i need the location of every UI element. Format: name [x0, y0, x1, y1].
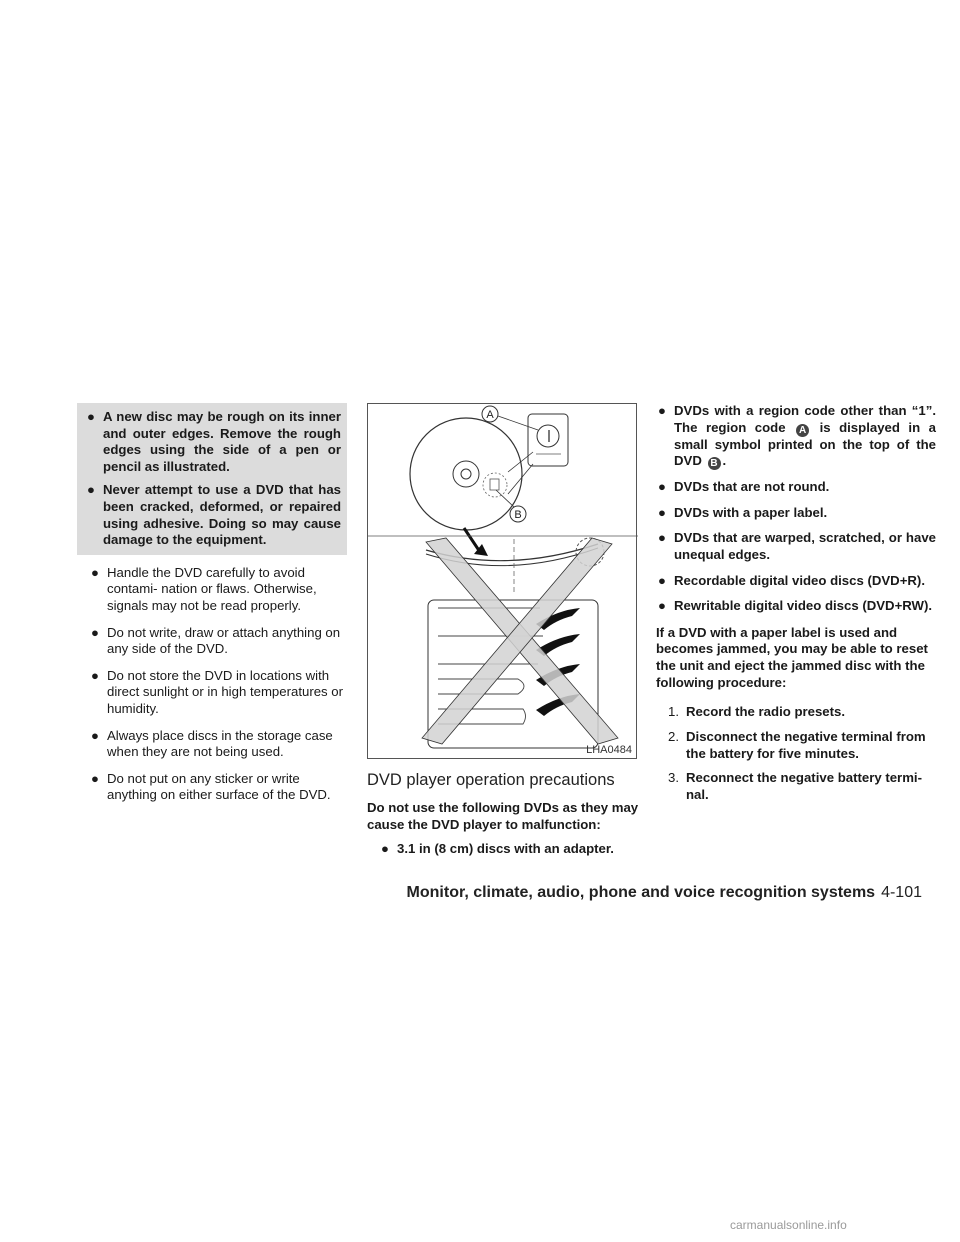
right-column: [656, 403, 936, 803]
footer-title: Monitor, climate, audio, phone and voice recognition systems: [406, 884, 876, 901]
circle-b-icon: B: [708, 457, 721, 470]
bullet-icon: ●: [91, 624, 99, 640]
list-item: ● Recordable digital video discs (DVD+R).: [658, 572, 925, 588]
list-item: ● Do not store the DVD in locations with direct sunlight or in high temperatures or humidity.: [91, 667, 344, 716]
watermark: carmanualsonline.info: [730, 1218, 847, 1232]
bullet-icon: ●: [87, 482, 95, 498]
bullet-icon: ●: [658, 530, 666, 546]
procedure-step: 3. Reconnect the negative battery termi- nal.: [668, 770, 922, 802]
bullet-icon: ●: [658, 504, 666, 520]
dvd-illustration-graphic: [368, 404, 638, 760]
left-column: [77, 403, 347, 804]
bullet-icon: ●: [87, 409, 95, 424]
list-item: ● DVDs that are not round.: [658, 479, 830, 495]
list-item: ● Do not put on any sticker or write anything on either surface of the DVD.: [91, 770, 331, 803]
list-item: ● DVDs that are warped, scratched, or have unequal edges.: [658, 530, 936, 562]
bullet-icon: ●: [658, 598, 666, 614]
list-item: ● Rewritable digital video discs (DVD+RW).: [658, 598, 933, 614]
bullet-icon: ●: [658, 403, 666, 418]
bullet-icon: ●: [91, 667, 99, 683]
list-item: ● Handle the DVD carefully to avoid contami- nation or flaws. Otherwise, signals may not be read properly.: [91, 564, 317, 613]
procedure-step: 1. Record the radio presets.: [668, 704, 846, 720]
page-footer: [407, 884, 922, 902]
callout-b-label: B: [514, 509, 522, 521]
bullet-icon: ●: [91, 564, 99, 580]
callout-a-label: A: [486, 409, 494, 421]
list-item: ● 3.1 in (8 cm) discs with an adapter.: [381, 841, 614, 857]
list-item: ● DVDs with a paper label.: [658, 504, 828, 520]
list-item: ● Do not write, draw or attach anything on any side of the DVD.: [91, 624, 341, 657]
warning-box: [77, 403, 347, 555]
middle-column: [367, 403, 639, 858]
circle-a-icon: A: [796, 424, 809, 437]
warning-item: ● A new disc may be rough on its inner and outer edges. Remove the rough edges using the side of a pen or pencil as illustrated.: [87, 409, 341, 474]
section-heading: DVD player operation precautions: [367, 771, 615, 789]
intro-text: Do not use the following DVDs as they may cause the DVD player to malfunction:: [367, 800, 639, 832]
list-item: ● Always place discs in the storage case when they are not being used.: [91, 727, 333, 760]
jam-procedure-text: If a DVD with a paper label is used and becomes jammed, you may be able to reset the unit and eject the jammed disc with the following procedure:: [656, 624, 928, 690]
bullet-icon: ●: [91, 770, 99, 786]
dvd-illustration: [367, 403, 637, 759]
figure-code: LHA0484: [586, 744, 632, 756]
procedure-step: 2. Disconnect the negative terminal from the battery for five minutes.: [668, 728, 926, 761]
list-item-region-code: ● DVDs with a region code other than “1”. The region code A is displayed in a small symbol printed on the top of the DVD B .: [658, 403, 936, 470]
warning-item: ● Never attempt to use a DVD that has been cracked, deformed, or repaired using adhesive. Doing so may cause damage to the equipment.: [87, 482, 341, 548]
bullet-icon: ●: [381, 841, 389, 857]
bullet-icon: ●: [658, 572, 666, 588]
bullet-icon: ●: [658, 479, 666, 495]
bullet-icon: ●: [91, 727, 99, 743]
page-number: 4-101: [881, 884, 922, 901]
